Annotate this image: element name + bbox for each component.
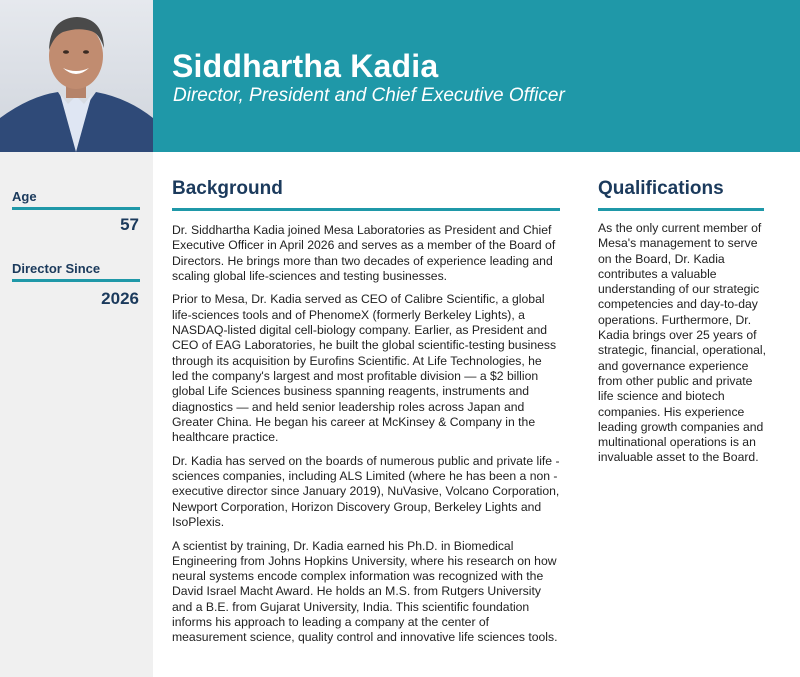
- sidebar: [0, 152, 153, 677]
- director-since-label: Director Since: [12, 261, 101, 276]
- background-paragraph: Dr. Kadia has served on the boards of numerous public and private life - sciences companies, including ALS Limited (where he has been a non - executive director since January 2019), NuVasive, Volcano Corporation, Newport Corporation, Horizon Discovery Group, Berkeley Lights and IsoPlexis.: [172, 453, 560, 529]
- age-value: 57: [120, 215, 139, 234]
- director-since-value: 2026: [101, 289, 139, 308]
- age-rule: [12, 207, 140, 210]
- background-heading: Background: [172, 178, 283, 199]
- qualifications-rule: [598, 208, 764, 211]
- background-paragraph: A scientist by training, Dr. Kadia earned his Ph.D. in Biomedical Engineering from Johns Hopkins University, where his research on how neural systems encode complex information was recognized with the David Israel Macht Award. He holds an M.S. from Rutgers University and a B.E. from Gujarat University, India. This scientific foundation informs his approach to leading a company at the center of measurement science, quality control and innovative life sciences tools.: [172, 538, 558, 645]
- background-rule: [172, 208, 560, 211]
- portrait-illustration: [0, 0, 153, 152]
- director-since-rule: [12, 279, 140, 282]
- person-name: Siddhartha Kadia: [172, 48, 439, 84]
- background-body: [172, 223, 560, 654]
- age-label: Age: [12, 189, 37, 204]
- qualifications-heading: Qualifications: [598, 178, 724, 199]
- qualifications-body: As the only current member of Mesa's management to serve on the Board, Dr. Kadia contributes a valuable understanding of our strategic competencies and day-to-day operations. Furthermore, Dr. Kadia brings over 25 years of strategic, financial, operational, and governance experience from other public and private life science and biotech companies. His experience leading growth companies and multinational operations is an invaluable asset to the Board.: [598, 221, 767, 465]
- portrait-photo: [0, 0, 153, 152]
- background-paragraph: Prior to Mesa, Dr. Kadia served as CEO of Calibre Scientific, a global life-sciences tools and of PhenomeX (formerly Berkeley Lights), a NASDAQ-listed digital cell-biology company. Earlier, as President and CEO of EAG Laboratories, he built the global scientific-testing business through its acquisition by Eurofins Scientific. At Life Technologies, he led the company's largest and most profitable division — a $2 billion global Life Sciences business spanning reagents, instruments and diagnostics — and held senior leadership roles across Japan and Greater China. He began his career at McKinsey & Company in the healthcare practice.: [172, 292, 557, 445]
- background-paragraph: Dr. Siddhartha Kadia joined Mesa Laboratories as President and Chief Executive Officer in April 2026 and serves as a member of the Board of Directors. He brings more than two decades of experience leading and scaling global life-sciences and testing businesses.: [172, 223, 556, 283]
- person-title: Director, President and Chief Executive Officer: [173, 85, 565, 106]
